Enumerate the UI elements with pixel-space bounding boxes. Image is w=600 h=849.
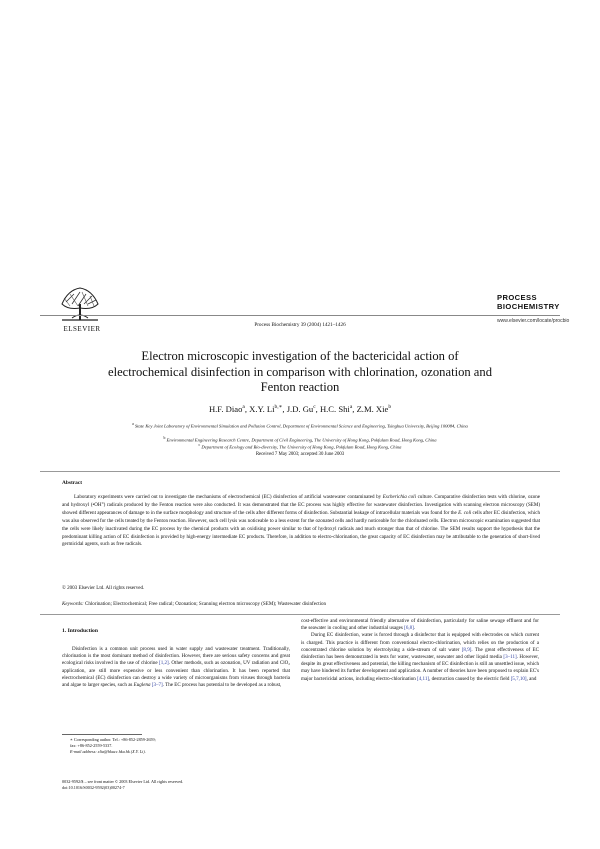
body-text: cost-effective and environmental friendly alternative of disinfection, particularly for saline sewage effluent and for the seawater in cooling and other industrial usages	[301, 618, 539, 632]
abstract-text-part: cells after EC disinfection, which was also observed for the cells treated by the Fenton reaction. However, such cell lysis was noticeable to a less extent for the ozonated cells and hardly noticeable for the chlorinated cells. Electron microscopic examination suggested that the cells were likely inactivated during the EC process by the chemical products with an oxidising power similar to that of hydroxyl radicals and much stronger than that of chlorine. The SEM results support the hypothesis that the predominant killing action of EC disinfection is provided by high-energy intermediate EC products. Therefore, in addition to electro-chlorination, the great capacity of EC disinfection may be attributable to the generation of short-lived germicidal agents, such as free radicals.	[62, 509, 540, 548]
paragraph: cost-effective and environmental friendly alternative of disinfection, particularly for saline sewage effluent and for the seawater in cooling and other industrial usages [6,8].	[301, 618, 539, 632]
body-text: . Other methods, such as ozonation, UV radiation and ClO₂ application, are still more expensive or less convenient than chlorination. It has been reported that electrochemical (EC) disinfection can destroy a wide variety of microorganisms from viruses through bacteria and algae to larger species, such as	[62, 660, 291, 689]
species-name: Euglena	[133, 682, 151, 689]
affiliation-text: Environmental Engineering Research Centre, Department of Civil Engineering, The University of Hong Kong, Pokfulam Road, Hong Kong, China	[166, 437, 437, 443]
citation-link[interactable]: [8,9]	[461, 646, 472, 653]
abstract-heading: Abstract	[62, 480, 83, 486]
organism-name: Escherichia coli	[382, 494, 416, 500]
author-affil-mark: a	[242, 404, 245, 411]
body-text: . The EC process has potential to be developed as a robust,	[162, 682, 282, 689]
body-text: During EC disinfection, water is forced through a disinfector that is equipped with electrodes on which current is charged. This practice is different from conventional electro-chlorination, which relies on the production of a concentrated chlorine solution by electrolysing a side-stream of salt water	[301, 632, 539, 653]
abstract-copyright: © 2003 Elsevier Ltd. All rights reserved.	[62, 585, 145, 591]
abstract-top-divider	[40, 471, 560, 472]
issn-line: 0032-9592/$ – see front matter © 2003 Elsevier Ltd. All rights reserved.	[62, 779, 184, 784]
abstract-text-part: culture. Comparative disinfection tests with chlorine, ozone and hydroxyl (•OH°) radicals produced by the Fenton reaction were also conducted. It was demonstrated that the EC process was highly effective for wastewater disinfection. Investigation with scanning electron microscopy (SEM) showed different appearances of damage to in the surface morphology and structure of the cells after different forms of disinfection. Substantial leakage of intracellular materials was found for the	[62, 494, 541, 516]
affiliation-text: State Key Joint Laboratory of Environmental Simulation and Pollution Control, Department of Environmental Science and Engineering, Tsinghua University, Beijing 100084, China	[134, 423, 468, 429]
paragraph	[301, 632, 539, 682]
affiliation-mark: c	[198, 443, 201, 447]
citation-link[interactable]: [3–11]	[503, 654, 517, 661]
organism-name: E. coli	[458, 509, 472, 516]
publisher-name: ELSEVIER	[63, 325, 101, 333]
body-text: Disinfection is a common unit process used in water supply and wastewater treatment. Traditionally, chlorination is the most dominant method of disinfection. However, there are serious safety concerns and great ecological risks involved in the use of chlorine	[62, 646, 290, 667]
header-divider	[40, 315, 560, 316]
footnote-line: fax: +86-852-2559-5337.	[70, 743, 113, 748]
body-column-left	[62, 646, 290, 689]
received-dates: Received 7 May 2003; accepted 30 June 2003	[255, 452, 345, 457]
affiliation	[60, 421, 540, 430]
author-affil-mark: c	[313, 404, 316, 411]
citation-link[interactable]: [6,8]	[404, 625, 414, 632]
abstract-text	[62, 494, 540, 549]
citation-link[interactable]: [4,11]	[417, 675, 430, 682]
author-affil-mark: b	[388, 404, 392, 411]
body-text: , destruction caused by the electric field	[429, 675, 511, 682]
keywords-text: Chlorination; Electrochemical; Free radical; Ozonation; Scanning electron microscopy (SEM); Wastewater disinfection	[83, 601, 327, 607]
author-affil-mark: b,∗	[274, 404, 283, 411]
author-name: H.C. Shi	[319, 404, 350, 414]
footnote-email[interactable]: E-mail address: xlia@hkucc.hku.hk (X.Y. Li).	[70, 749, 146, 754]
brand-line-1: PROCESS	[497, 293, 537, 302]
footnote-divider	[62, 734, 142, 735]
section-heading: 1. Introduction	[62, 628, 98, 634]
brand-line-2: BIOCHEMISTRY	[497, 302, 560, 311]
journal-brand	[497, 293, 577, 311]
body-text: . The great effectiveness of EC disinfection has been demonstrated in tests for water, wastewater, seawater and other liquid media	[301, 646, 539, 661]
elsevier-tree-logo-icon	[58, 284, 102, 324]
affiliation	[60, 442, 540, 451]
article-title: Electron microscopic investigation of the bactericidal action of electrochemical disinfection in comparison with chlorination, ozonation and Fenton reaction	[108, 349, 492, 394]
abstract-bottom-divider	[40, 614, 560, 615]
journal-website-link[interactable]: www.elsevier.com/locate/procbio	[497, 318, 570, 324]
citation-link[interactable]: [1,2]	[159, 660, 169, 667]
keywords	[62, 601, 326, 607]
citation-link[interactable]: [5,7,10]	[510, 675, 527, 682]
author-affil-mark: a	[349, 404, 353, 411]
body-text: , and	[526, 675, 537, 682]
doi-link[interactable]: doi:10.1016/S0032-9592(03)00274-7	[62, 785, 125, 790]
body-text: . However, despite its great effectiveness and potential, the killing mechanism of EC disinfection is still an unsettled issue, which may have hindered its further development and application. A number of theories have been proposed to explain EC's major bactericidal actions, including electro-chlorination	[301, 654, 539, 682]
affiliation-mark: a	[132, 422, 134, 426]
abstract-text-part: Laboratory experiments were carried out to investigate the mechanisms of electrochemical (EC) disinfection of artificial wastewater contaminated by	[74, 494, 383, 500]
affiliation-mark: b	[163, 436, 166, 440]
author-list: H.F. Diao$^a$, X.Y. $Li^{b,∗}$, J.D. Gu$^c$, H.C. Shi$^a$, Z.M. Xie$^b$	[208, 404, 392, 414]
author-name: J.D. Gu	[286, 404, 314, 414]
corresponding-author-footnote	[62, 737, 262, 755]
body-column-right	[301, 618, 539, 683]
citation-link[interactable]: [3–7]	[151, 682, 163, 689]
article-footer	[62, 779, 183, 791]
author-name: X.Y. Li	[249, 404, 275, 414]
journal-reference: Process Biochemistry 39 (2004) 1421–1426	[254, 322, 346, 328]
affiliation-text: Department of Ecology and Bio-diversity, The University of Hong Kong, Pokfulam Road, Hong Kong, China	[201, 444, 402, 450]
author-name: Z.M. Xie	[356, 404, 389, 414]
keywords-label: Keywords:	[62, 601, 84, 607]
footnote-line: ∗ Corresponding author. Tel.: +86-852-2859-2659;	[70, 737, 156, 742]
author-name: H.F. Diao	[208, 404, 243, 414]
